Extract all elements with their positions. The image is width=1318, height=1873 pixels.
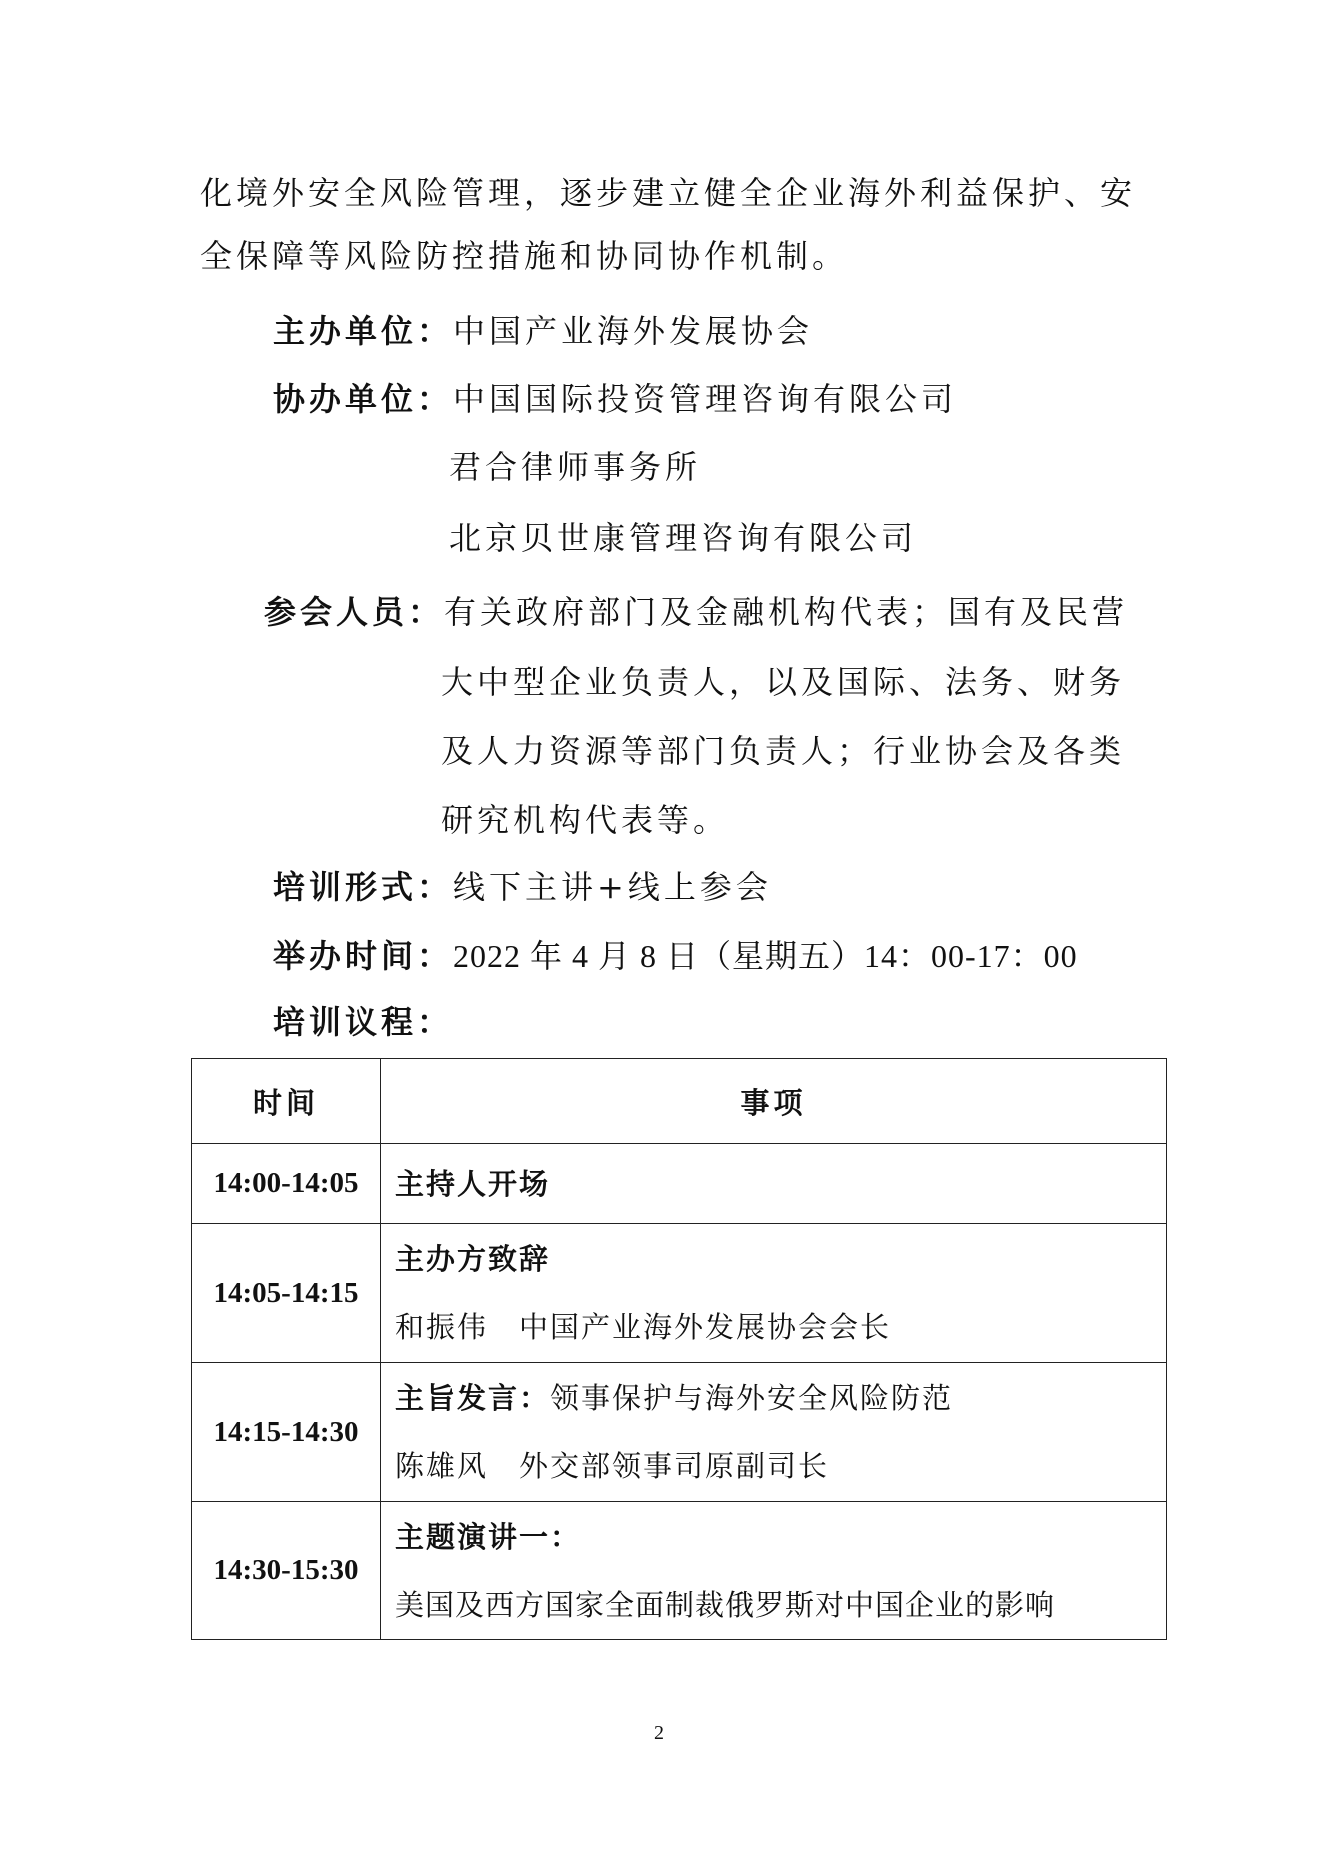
row-item (381, 1502, 1167, 1640)
row-time: 14:30-15:30 (192, 1502, 381, 1640)
row-title: 主持人开场 (395, 1166, 551, 1201)
agenda-label: 培训议程： (273, 1003, 454, 1041)
attendees-line-4: 研究机构代表等。 (441, 801, 730, 839)
header-time: 时间 (192, 1059, 381, 1144)
co-host-value-2: 君合律师事务所 (449, 448, 702, 486)
agenda-table (191, 1058, 1167, 1640)
row-title: 主旨发言： (395, 1381, 551, 1415)
format-row (273, 867, 772, 907)
agenda-heading (273, 1002, 453, 1042)
format-label: 培训形式： (273, 868, 454, 906)
co-host-value-3: 北京贝世康管理咨询有限公司 (449, 519, 918, 557)
header-item: 事项 (381, 1059, 1167, 1144)
row-title-suffix: 领事保护与海外安全风险防范 (550, 1381, 954, 1415)
table-row (192, 1363, 1167, 1502)
time-row (273, 936, 1078, 976)
co-host-label: 协办单位： (273, 380, 454, 418)
attendees-row (264, 592, 1128, 632)
attendees-line-2: 大中型企业负责人，以及国际、法务、财务 (441, 663, 1126, 701)
format-value: 线下主讲+线上参会 (453, 868, 772, 906)
table-row (192, 1144, 1167, 1224)
host-value: 中国产业海外发展协会 (453, 312, 814, 350)
row-detail: 美国及西方国家全面制裁俄罗斯对中国企业的影响 (395, 1587, 1056, 1622)
row-detail: 陈雄风 外交部领事司原副司长 (395, 1449, 830, 1483)
row-item (381, 1224, 1167, 1363)
table-row (192, 1224, 1167, 1363)
table-header-row (192, 1059, 1167, 1144)
attendees-line-1: 有关政府部门及金融机构代表；国有及民营 (444, 593, 1129, 631)
row-time: 14:05-14:15 (192, 1224, 381, 1363)
host-row (273, 311, 813, 351)
row-title: 主办方致辞 (395, 1242, 551, 1276)
row-detail: 和振伟 中国产业海外发展协会会长 (395, 1310, 892, 1344)
attendees-line-3: 及人力资源等部门负责人；行业协会及各类 (441, 732, 1126, 770)
time-value: 2022 年 4 月 8 日（星期五）14：00-17：00 (453, 938, 1078, 974)
row-time: 14:15-14:30 (192, 1363, 381, 1502)
row-time: 14:00-14:05 (192, 1144, 381, 1224)
attendees-label: 参会人员： (264, 593, 445, 631)
co-host-row (273, 379, 957, 419)
row-title: 主题演讲一： (395, 1519, 582, 1554)
row-item (381, 1144, 1167, 1224)
time-label: 举办时间： (273, 937, 454, 975)
page-number: 2 (654, 1722, 664, 1744)
paragraph-line-1: 化境外安全风险管理，逐步建立健全企业海外利益保护、安 (200, 174, 1137, 212)
table-row (192, 1502, 1167, 1640)
host-label: 主办单位： (273, 312, 454, 350)
co-host-value-1: 中国国际投资管理咨询有限公司 (453, 380, 958, 418)
paragraph-line-2: 全保障等风险防控措施和协同协作机制。 (200, 237, 849, 275)
row-item (381, 1363, 1167, 1502)
